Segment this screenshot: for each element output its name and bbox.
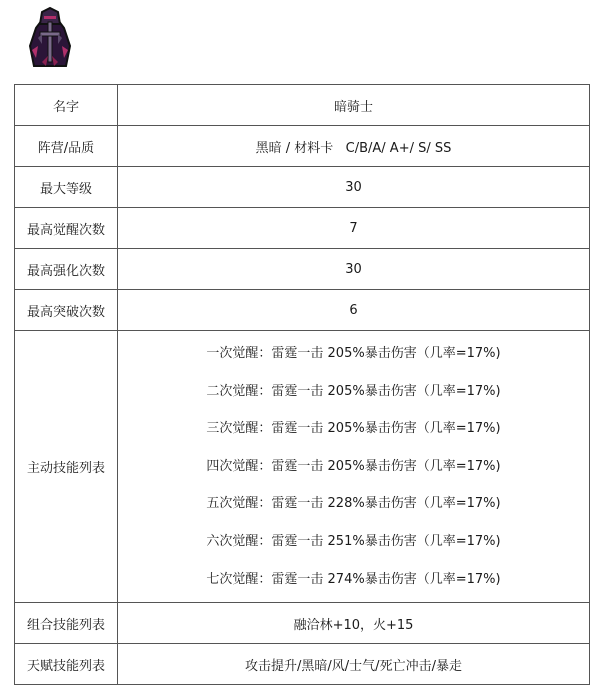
value-talent-skills: 攻击提升/黑暗/风/士气/死亡冲击/暴走	[118, 644, 590, 685]
label-name: 名字	[15, 85, 118, 126]
label-max-enhance: 最高强化次数	[15, 249, 118, 290]
row-max-level	[15, 167, 590, 208]
row-max-breakthrough	[15, 290, 590, 331]
value-combo-skills: 融洽林+10，火+15	[118, 603, 590, 644]
active-skills-list	[118, 331, 590, 603]
label-faction-quality: 阵营/品质	[15, 126, 118, 167]
dark-knight-portrait	[24, 6, 76, 70]
label-max-breakthrough: 最高突破次数	[15, 290, 118, 331]
value-max-awaken: 7	[118, 208, 590, 249]
row-combo-skills	[15, 603, 590, 644]
skill-line-4: 四次觉醒：雷霆一击 205%暴击伤害（几率=17%)	[206, 458, 501, 474]
label-talent-skills: 天赋技能列表	[15, 644, 118, 685]
row-max-enhance	[15, 249, 590, 290]
row-active-skills	[15, 331, 590, 603]
row-talent-skills	[15, 644, 590, 685]
row-max-awaken	[15, 208, 590, 249]
value-max-breakthrough: 6	[118, 290, 590, 331]
skill-line-7: 七次觉醒：雷霆一击 274%暴击伤害（几率=17%)	[206, 571, 501, 587]
row-faction-quality	[15, 126, 590, 167]
dark-knight-icon	[24, 6, 76, 70]
label-max-awaken: 最高觉醒次数	[15, 208, 118, 249]
value-name: 暗骑士	[118, 85, 590, 126]
value-faction-quality: 黑暗 / 材料卡 C/B/A/ A+/ S/ SS	[118, 126, 590, 167]
label-combo-skills: 组合技能列表	[15, 603, 118, 644]
skill-line-5: 五次觉醒：雷霆一击 228%暴击伤害（几率=17%)	[206, 496, 501, 512]
row-name	[15, 85, 590, 126]
value-max-level: 30	[118, 167, 590, 208]
character-info-table	[14, 84, 590, 685]
skill-line-6: 六次觉醒：雷霆一击 251%暴击伤害（几率=17%)	[206, 533, 501, 549]
skill-line-3: 三次觉醒：雷霆一击 205%暴击伤害（几率=17%)	[206, 421, 501, 437]
value-max-enhance: 30	[118, 249, 590, 290]
skill-line-2: 二次觉醒：雷霆一击 205%暴击伤害（几率=17%)	[206, 383, 501, 399]
skill-line-1: 一次觉醒：雷霆一击 205%暴击伤害（几率=17%)	[206, 346, 501, 361]
label-active-skills: 主动技能列表	[15, 331, 118, 603]
label-max-level: 最大等级	[15, 167, 118, 208]
